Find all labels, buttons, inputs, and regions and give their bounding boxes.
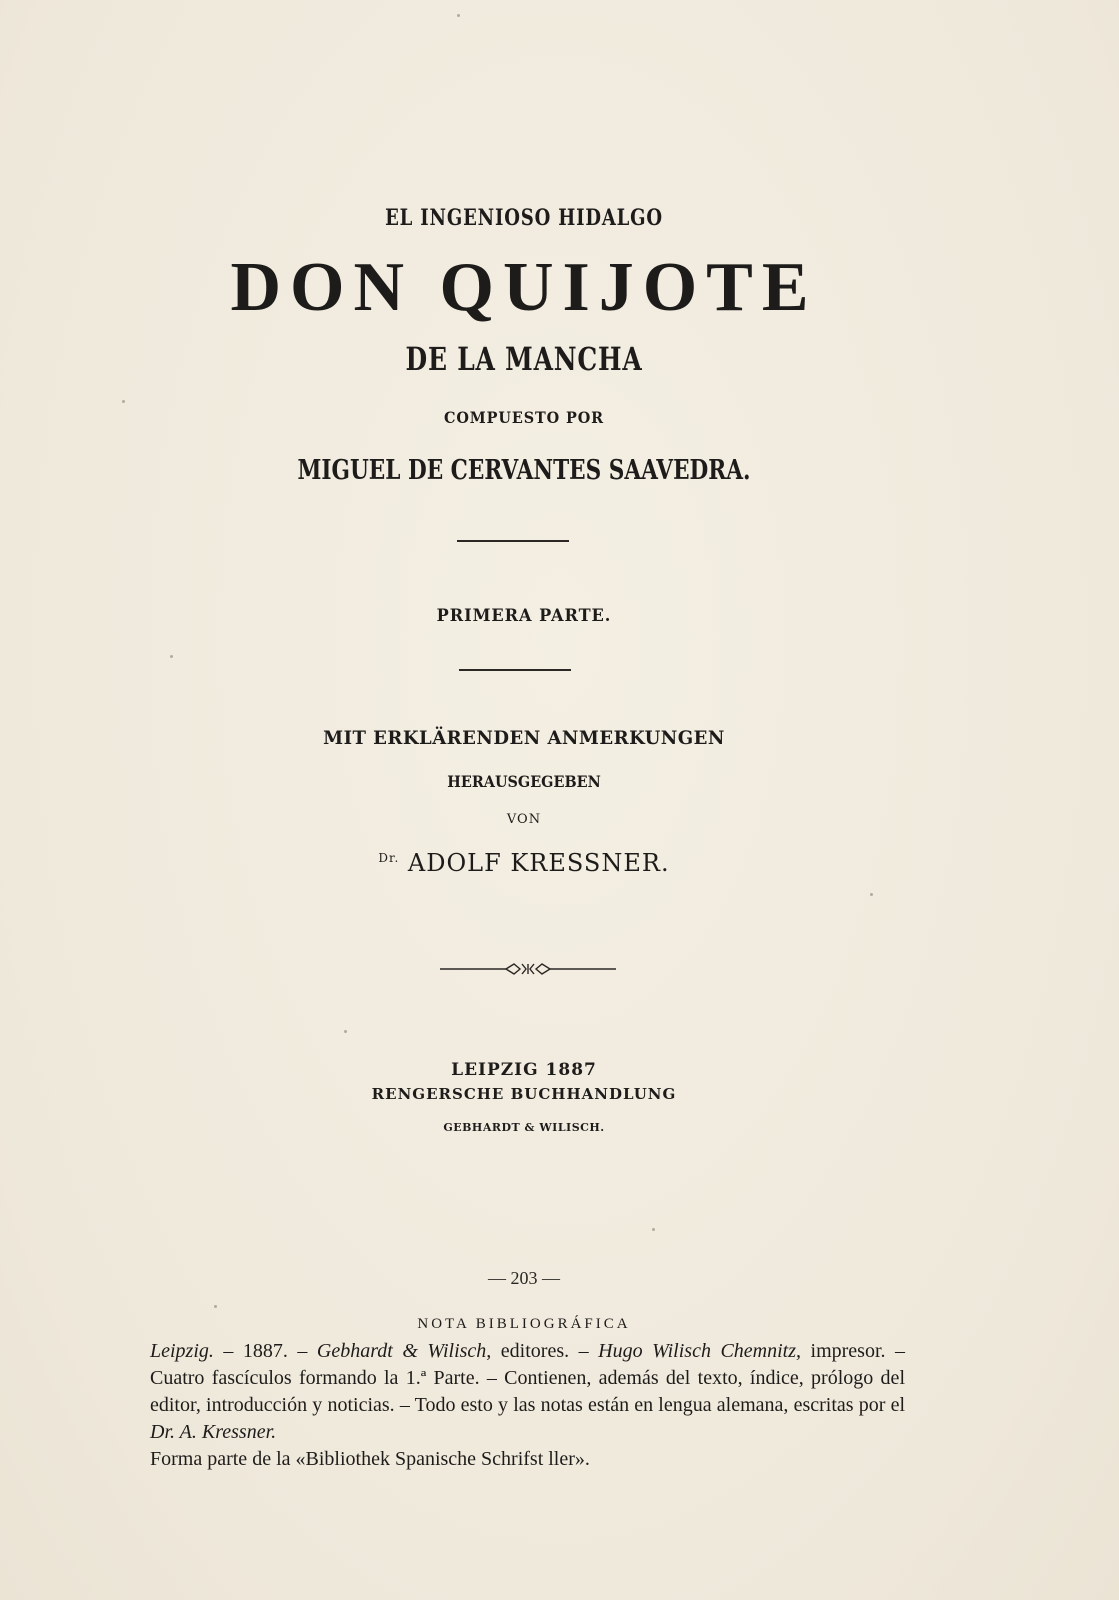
von-line: VON [506,812,542,827]
annotations-line: MIT ERKLÄRENDEN ANMERKUNGEN [323,727,725,749]
title-line-el-ingenioso-hidalgo: EL INGENIOSO HIDALGO [385,205,663,231]
note-place: Leipzig. [150,1340,214,1362]
title-line-de-la-mancha: DE LA MANCHA [405,340,643,378]
paper-speck [214,1305,217,1308]
paper-speck [457,14,460,17]
bibliographic-note [150,1338,905,1473]
note-editor: Dr. A. Kressner. [150,1421,277,1443]
imprint-publisher: RENGERSCHE BUCHHANDLUNG [371,1085,677,1103]
editor-title: Dr. [378,851,400,865]
paper-speck [870,893,873,896]
note-editores: editores. – [491,1340,599,1362]
part-label: PRIMERA PARTE. [436,606,612,626]
title-line-compuesto-por: COMPUESTO POR [443,408,605,427]
note-year: – 1887. – [213,1340,317,1362]
bibliographic-heading: NOTA BIBLIOGRÁFICA [417,1316,631,1332]
divider-rule-1 [457,540,569,542]
title-don-quijote: DON QUIJOTE [230,249,818,326]
imprint-publisher-sub: GEBHARDT & WILISCH. [443,1121,605,1134]
edited-line: HERAUSGEGEBEN [447,772,601,791]
editor-name [0,849,1048,877]
paper-speck [652,1228,655,1231]
note-printer: Hugo Wilisch Chemnitz, [598,1340,802,1362]
imprint-city-year: LEIPZIG 1887 [451,1060,597,1080]
paper-speck [170,655,173,658]
note-publisher: Gebhardt & Wilisch, [316,1340,492,1362]
author-name: MIGUEL DE CERVANTES SAAVEDRA. [297,455,751,486]
note-paragraph-2: Forma parte de la «Bibliothek Spanische Schrifst ller». [150,1448,590,1470]
divider-rule-2 [459,669,571,671]
ornament-divider-icon [440,962,616,976]
note-description: impresor. – Cuatro fascículos formando la 1.ª Parte. – Contienen, además del texto, índice, prólogo del editor, introducción y noticias. – Todo esto y las notas están en lengua alemana, escritas por el [150,1340,906,1416]
editor-name-text: ADOLF KRESSNER. [407,849,670,877]
paper-speck [122,400,125,403]
page-number: — 203 — [488,1268,560,1288]
paper-speck [344,1030,347,1033]
note-paragraph-1 [150,1338,905,1446]
